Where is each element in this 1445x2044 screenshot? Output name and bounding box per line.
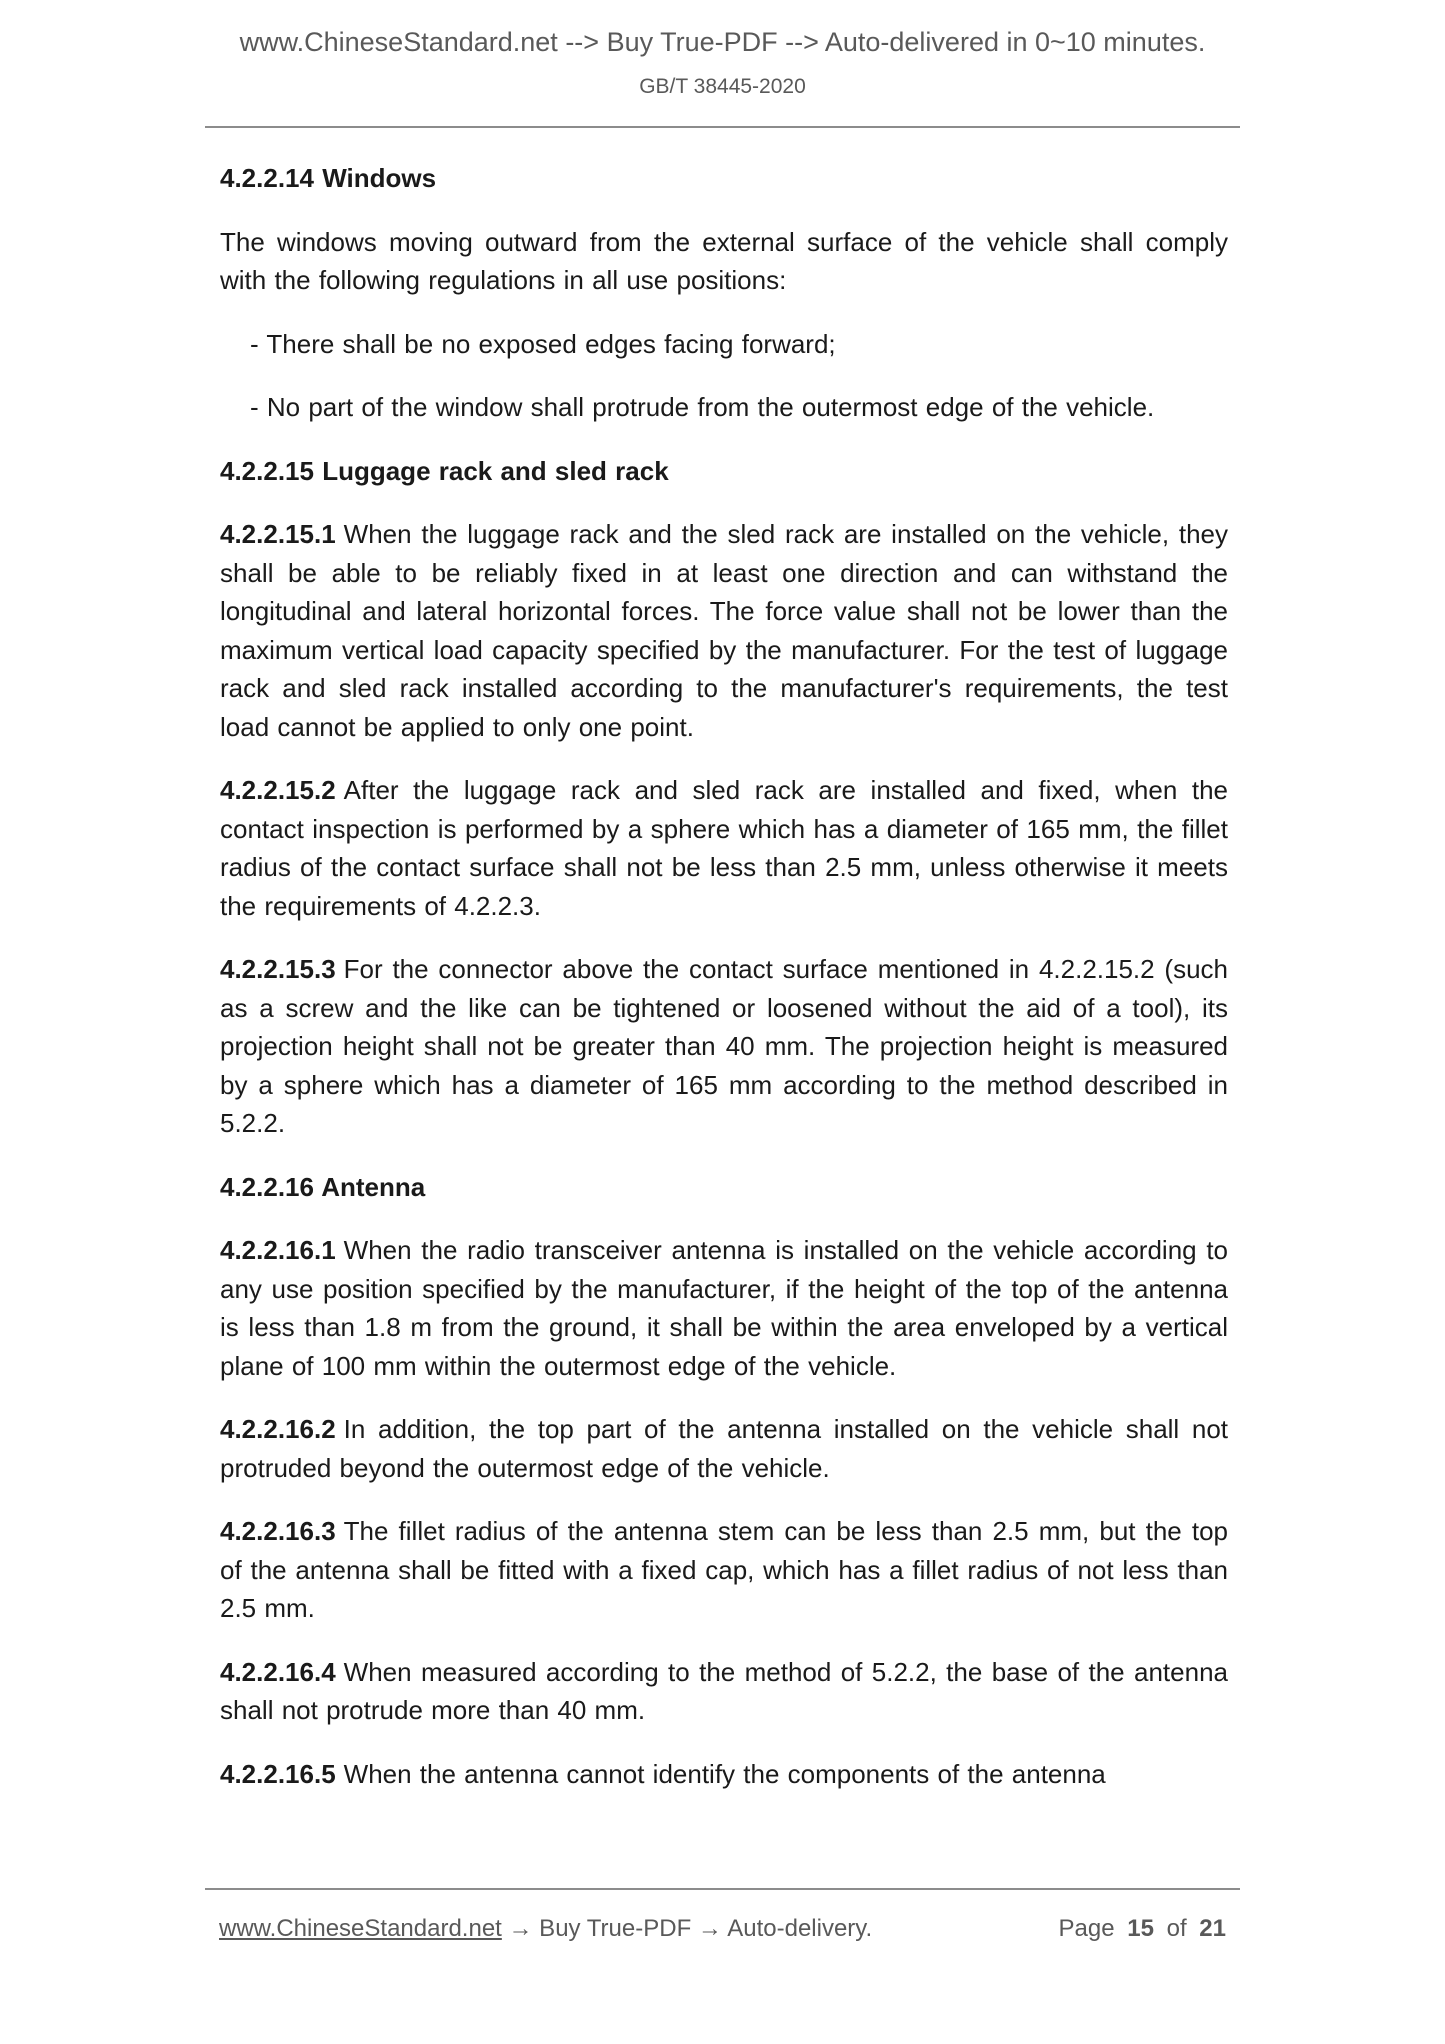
page-indicator [1059, 1914, 1227, 1944]
bullet-text: - No part of the window shall protrude from the outermost edge of the vehicle. [250, 392, 1155, 422]
paragraph-text: When the luggage rack and the sled rack are installed on the vehicle, they shall be able to be reliably fixed in at least one direction and can withstand the longitudinal and lateral horizontal forces. The force value shall not be lower than the maximum vertical load capacity specified by the manufacturer. For the test of luggage rack and sled rack installed according to the manufacturer's requirements, the test load cannot be applied to only one point. [220, 519, 1228, 742]
clause-number: 4.2.2.16.5 [220, 1758, 336, 1789]
paragraph-text: When measured according to the method of 5.2.2, the base of the antenna shall not protrude more than 40 mm. [220, 1656, 1228, 1725]
paragraph [220, 1755, 1228, 1794]
paragraph-text: The windows moving outward from the external surface of the vehicle shall comply with the following regulations in all use positions: [220, 226, 1228, 295]
paragraph [220, 1653, 1228, 1730]
bullet-item [220, 388, 1228, 427]
paragraph [220, 950, 1228, 1143]
footer-tagline: → Buy True-PDF → Auto-delivery. [508, 1915, 873, 1942]
paragraph-text: When the antenna cannot identify the components of the antenna [343, 1758, 1106, 1789]
page-label: Page [1058, 1915, 1115, 1942]
page-header [205, 0, 1240, 100]
bullet-text: - There shall be no exposed edges facing forward; [250, 328, 836, 359]
section-heading: 4.2.2.16 Antenna [220, 1171, 426, 1202]
paragraph [220, 1512, 1228, 1628]
paragraph-text: After the luggage rack and sled rack are installed and fixed, when the contact inspection is performed by a sphere which has a diameter of 165 mm, the fillet radius of the contact surface shall not be less than 2.5 mm, unless otherwise it meets the requirements of 4.2.2.3. [220, 775, 1228, 921]
page-current: 15 [1127, 1915, 1154, 1942]
clause-number: 4.2.2.15.3 [220, 954, 336, 984]
paragraph-text: The fillet radius of the antenna stem can be less than 2.5 mm, but the top of the antenna shall be fitted with a fixed cap, which has a fillet radius of not less than 2.5 mm. [220, 1516, 1228, 1623]
standard-code: GB/T 38445-2020 [639, 75, 806, 98]
chinesestandard-link[interactable]: www.ChineseStandard.net [219, 1915, 502, 1942]
bullet-item [220, 325, 1228, 364]
page-footer [205, 1888, 1240, 1944]
footer-tagline-group [219, 1914, 872, 1944]
paragraph-text: In addition, the top part of the antenna installed on the vehicle shall not protruded beyond the outermost edge of the vehicle. [220, 1414, 1228, 1483]
paragraph [220, 1231, 1228, 1385]
page-total: 21 [1199, 1915, 1226, 1942]
footer-divider [205, 1888, 1240, 1890]
section-heading: 4.2.2.14 Windows [220, 163, 437, 193]
header-banner: www.ChineseStandard.net --> Buy True-PDF --> Auto-delivered in 0~10 minutes. [239, 27, 1206, 57]
clause-number: 4.2.2.16.1 [220, 1235, 336, 1265]
clause-number: 4.2.2.16.2 [220, 1414, 336, 1444]
section-heading: 4.2.2.15 Luggage rack and sled rack [220, 455, 669, 486]
paragraph [220, 1410, 1228, 1487]
clause-number: 4.2.2.16.4 [220, 1656, 336, 1687]
clause-number: 4.2.2.16.3 [220, 1516, 336, 1546]
paragraph [220, 223, 1228, 300]
paragraph [220, 515, 1228, 746]
clause-number: 4.2.2.15.1 [220, 519, 336, 549]
clause-number: 4.2.2.15.2 [220, 775, 336, 805]
paragraph-text: When the radio transceiver antenna is installed on the vehicle according to any use position specified by the manufacturer, if the height of the top of the antenna is less than 1.8 m from the ground, it shall be within the area enveloped by a vertical plane of 100 mm within the outermost edge of the vehicle. [220, 1235, 1228, 1381]
paragraph [220, 771, 1228, 925]
of-label: of [1166, 1915, 1187, 1942]
document-body [220, 128, 1228, 1793]
paragraph-text: For the connector above the contact surface mentioned in 4.2.2.15.2 (such as a screw and the like can be tightened or loosened without the aid of a tool), its projection height shall not be greater than 40 mm. The projection height is measured by a sphere which has a diameter of 165 mm according to the method described in 5.2.2. [220, 954, 1228, 1138]
